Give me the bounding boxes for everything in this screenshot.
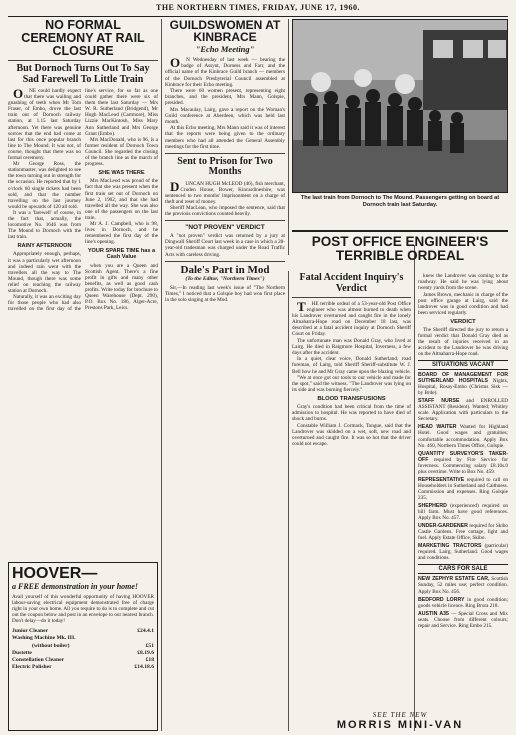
column-one xyxy=(8,17,158,735)
verdict-body: The Sheriff directed the jury to return a formal verdict that Donald Gray died as the result of injuries received in an accident to the Landrover he was driving on the Altnaharra-Hope road. xyxy=(418,326,508,358)
divider xyxy=(292,297,411,298)
classified-item: UNDER-GARDENER required for Skibo Castle Gardens. Free cottage, light and fuel. Apply Estate Office, Skibo. xyxy=(418,523,508,542)
guild-subhead: "Echo Meeting" xyxy=(195,44,255,55)
dale-subnote: (To the Editor, "Northern Times") xyxy=(185,276,265,283)
classified-item: QUANTITY SURVEYOR'S TAKER-OFF required by Fire Service for Inverness. Commencing salary £8.10s.0 plus overtime. Write to Box No. 459. xyxy=(418,450,508,475)
price-row: Electric Polisher £14.18.6 xyxy=(12,664,154,671)
price-row: (without boiler) £51 xyxy=(32,642,154,649)
paragraph: Gray's condition had been critical from the time of admission to hospital. He was reported to have died of shock and burns. xyxy=(292,404,411,423)
section-head: BLOOD TRANSFUSIONS xyxy=(317,396,386,403)
paragraph: In a quiet, clear voice, Donald Sutherland, road foreman, of Lairg, told Sheriff Sheriff-substitute W. J. Bell how he and Mr Gray came upon the blazing vehicle. xyxy=(292,356,411,375)
paragraph: "We at once got our tools to our vehicle and made for the spot," said the witness. "The Landrover was lying on its side and was burning fiercely." xyxy=(292,375,411,394)
paragraph: when you are a Queen and Scottish Agent. There's a fine profit in gifts and many other benefits, as well as good cash profits. Write today for brochure to Queen Warehouse (Dept. 290), P.O. Box No. 186, Alger-Acre, Prestons Park, Leics. xyxy=(85,262,158,311)
photo-caption: The last train from Dornoch to The Mound. Passengers getting on board at Dornoch train last Saturday. xyxy=(300,195,500,208)
mini-van-label: MORRIS MINI-VAN xyxy=(336,719,464,731)
see-new-label: SEE THE NEW xyxy=(372,711,428,719)
paragraph: Mr George Ross, the stationmaster, was delighted to see the town turning out in strength for the occasion. He reported that by 1 o'clock 60 single tickets had been sold, and that the number travelling on the last journey would be upwards of 120 all told. xyxy=(8,161,81,210)
rail-subhead: But Dornoch Turns Out To Say Sad Farewell To Little Train xyxy=(16,63,150,85)
paragraph: There were 60 women present, representing eight branches, and the president, Mrs Mann, Golspie, presided. xyxy=(165,88,285,107)
price-row: Dustette £8.19.6 xyxy=(12,649,154,656)
divider xyxy=(165,261,285,262)
divider xyxy=(8,60,158,61)
column-four xyxy=(418,273,508,735)
column-divider xyxy=(161,19,162,731)
rail-headline: NO FORMAL CEREMONY AT RAIL CLOSURE xyxy=(21,18,145,58)
column-divider xyxy=(288,271,289,731)
paragraph: Naturally, it was an exciting day for those people who had also travelled on the first day of the line's service, for so far as one could gather there were six of them there last Saturday — Mrs W. R. Sutherland (Bridgend), Mr Hugh MacLeod (Cartmore), Miss Lizzie MacKintosh, Miss Mary Ann Sutherland and Mrs George Grant (Embo). xyxy=(8,88,158,313)
paragraph: At this Echo meeting, Mrs Mann said it was of interest that the reports were being given to the ordinary members who had all attended the General Assembly meetings for the first time. xyxy=(165,125,285,150)
train-photo xyxy=(292,19,508,193)
paragraph: The unfortunate man was Donald Gray, who lived at Lairg. He died in Raigmore Hospital, Inverness, a few days after the accident. xyxy=(292,337,411,356)
column-divider xyxy=(414,245,415,731)
price-row: Constellation Cleaner £18 xyxy=(12,657,154,664)
section-head: SHE WAS THERE xyxy=(98,170,145,177)
situations-vacant-head: SITUATIONS VACANT xyxy=(418,360,508,370)
prison-headline: Sent to Prison for Two Months xyxy=(177,155,273,178)
classified-item: BOARD OF MANAGEMENT FOR SUTHERLAND HOSPITALS Nights, Hospital, Rosay-Embo (Christus Sisk — by Brde). xyxy=(418,372,508,397)
classified-item: AUSTIN A35 — Special Cross and Mix seats. Choose from different colours; repair and Service. Ring Embo 215. xyxy=(418,610,508,629)
classified-item: BEDFORD LORRY in good condition; goods vehicle licence. Ring Brora 218. xyxy=(418,596,508,609)
hoover-title: HOOVER— xyxy=(12,565,98,582)
classified-item: HEAD WAITER Wanted for Highland Hotel. Good wages and gratuities; comfortable accommodation. Apply Box No. 460, Northern Times Office, Golspie. xyxy=(418,424,508,449)
classified-item: MARKETING TRACTORS (particular) required. Lairg, Sutherland. Good wages and conditions. xyxy=(418,543,508,562)
column-three xyxy=(292,273,411,735)
paragraph: Mrs MacDonald, who is 96, is a former resident of Dornoch Town Council. She regarded the closing of the branch line as the march of progress. xyxy=(85,137,158,168)
paragraph: Mr A. J. Campbell, who is 98, lives in Dornoch, and he remembered the first day of the line's opening. xyxy=(85,221,158,246)
price-row: Junior Cleaner £24.4.1 xyxy=(12,628,154,635)
hoover-advert xyxy=(8,562,158,731)
paragraph: It was a 'farewell' of course, in the fact that, actually, the locomotive No. 1646 was from The Mound to Dornoch with the last train. xyxy=(8,210,81,241)
hoover-tagline: a FREE demonstration in your home! xyxy=(12,582,139,591)
paragraph: Appropriately enough, perhaps, it was a particularly wet afternoon and indeed rain went with the travellers all the way to The Mound, though there was some relief on reaching the railway station at Dornoch. xyxy=(8,251,81,294)
section-head: YOUR SPARE TIME has a Cash Value xyxy=(87,248,156,261)
classified-item: REPRESENTATIVE required to call on Householders in Sutherland and Caithness. Commission and expenses. Ring Golspie 235. xyxy=(418,476,508,501)
paragraph: Sheriff MacLean, who imposed the sentence, said that the previous convictions counted heavily. xyxy=(165,205,285,218)
paragraph: Mrs MacLeod was proud of the fact that she was present when the first train set out of Dornoch on June 2, 1902, and that she had travelled all the way. She was also one of the passengers on the last train. xyxy=(85,178,158,221)
paragraph: Sir,—In reading last week's issue of "The Northern Times," I noticed that a Golspie boy had won first place in the solo singing at the Mod. xyxy=(165,284,285,304)
hoover-body: Avail yourself of this wonderful opportunity of having HOOVER labour-saving electrical equipment demonstrated free of charge right in your own home. All you require to do is to complete and cut out the coupon below and post in an envelope to our nearest branch. Don't delay—do it today! xyxy=(12,594,154,625)
guild-headline: GUILDSWOMEN AT KINBRACE xyxy=(169,18,281,45)
classified-item: SHEPHERD (experienced) required on hill farm. Must have good references. Apply Box No. 457. xyxy=(418,503,508,522)
column-divider xyxy=(288,19,289,255)
masthead: THE NORTHERN TIMES, FRIDAY, JUNE 17, 1960. xyxy=(8,3,508,17)
paragraph: DUNCAN HUGH McLEOD (46), fish merchant, Cruden House, Bower, Kincardineshire, was sentenced to two months' imprisonment on a charge of theft and reset of money. xyxy=(165,178,285,205)
paragraph: THE terrible ordeal of a 53-year-old Post Office engineer who was almost burned to death when his Landrover overturned and caught fire in the lonely Altnaharra-Hope road on December 18 last, was described at a fatal accident inquiry at Dornoch Sheriff Court on Friday. xyxy=(292,299,411,338)
not-proven-headline: "NOT PROVEN" VERDICT xyxy=(185,224,265,232)
dale-headline: Dale's Part in Mod xyxy=(180,263,270,276)
not-proven-body xyxy=(165,233,285,257)
paragraph: ON Wednesday of last week — bearing the badge of Assynt, Durness and Farr, and the official name of the Kinbrace Guild branch — members of the Dornoch Presbyterial Council assembled at Kinbrace for their Echo meeting. xyxy=(165,55,285,88)
photo-block xyxy=(292,17,508,223)
paragraph: Mrs Macaulay, Lairg, gave a report on the Woman's Guild conference at Aberdeen, which was held last month. xyxy=(165,106,285,125)
dale-body xyxy=(165,285,285,303)
classified-item: STAFF NURSE and ENROLLED ASSISTANT (Resident). Wanted; Whitley scale. Application with particulars to the Secretary. xyxy=(418,398,508,423)
po-continued xyxy=(418,273,508,316)
guild-body xyxy=(165,57,285,149)
divider xyxy=(165,153,285,154)
hoover-price-list xyxy=(12,628,154,671)
paragraph: A "not proven" verdict was returned by a jury at Dingwall Sheriff Court last week in a case in which a 28-year-old tradesman was charged under the Road Traffic Acts with careless driving. xyxy=(165,233,285,258)
column-two xyxy=(165,17,285,735)
rail-body xyxy=(8,88,158,312)
classified-item: NEW ZEPHYR ESTATE CAR, Scottish Sunday, 52 miles use; perfect condition. Apply Box No. 456. xyxy=(418,576,508,595)
cars-for-sale-head: CARS FOR SALE xyxy=(418,564,508,574)
train-photo-image xyxy=(293,20,508,193)
divider xyxy=(165,220,285,221)
paragraph: James Brown, mechanic in charge of the post office garage at Lairg, said the landrover was in good condition and had been serviced regularly. xyxy=(418,291,508,316)
mini-van-advert xyxy=(292,707,508,735)
paragraph: Constable William J. Cormack, Tongue, said that the Landrover was skidded on a wet, soft, new road and overturned and caught fire. It was so hot that the driver could not escape. xyxy=(292,422,411,448)
prison-body xyxy=(165,178,285,218)
paragraph: knew the Landrover was coming to the roadway. He said he was lying about twenty yards from the scene. xyxy=(418,273,508,292)
paragraph: ONE could hardly expect that there was wailing and gnashing of teeth when Mr Tom Fraser, of Embo, drove the last train out of Dornoch railway station, at 1.15 last Saturday afternoon. Yet there was genuine sorrow that the end had come at last for this once popular branch line to The Mound. It was not, of course, thought that there was no formal ceremony. xyxy=(8,86,81,161)
po-headline-block xyxy=(292,227,508,271)
price-row: Washing Machine Mk. III. xyxy=(12,635,76,642)
verdict-head: VERDICT xyxy=(450,318,476,325)
po-headline: POST OFFICE ENGINEER'S TERRIBLE ORDEAL xyxy=(311,234,489,263)
section-head: RAINY AFTERNOON xyxy=(17,243,72,250)
po-body xyxy=(292,301,411,447)
po-subhead: Fatal Accident Inquiry's Verdict xyxy=(299,273,404,294)
divider xyxy=(292,230,508,232)
